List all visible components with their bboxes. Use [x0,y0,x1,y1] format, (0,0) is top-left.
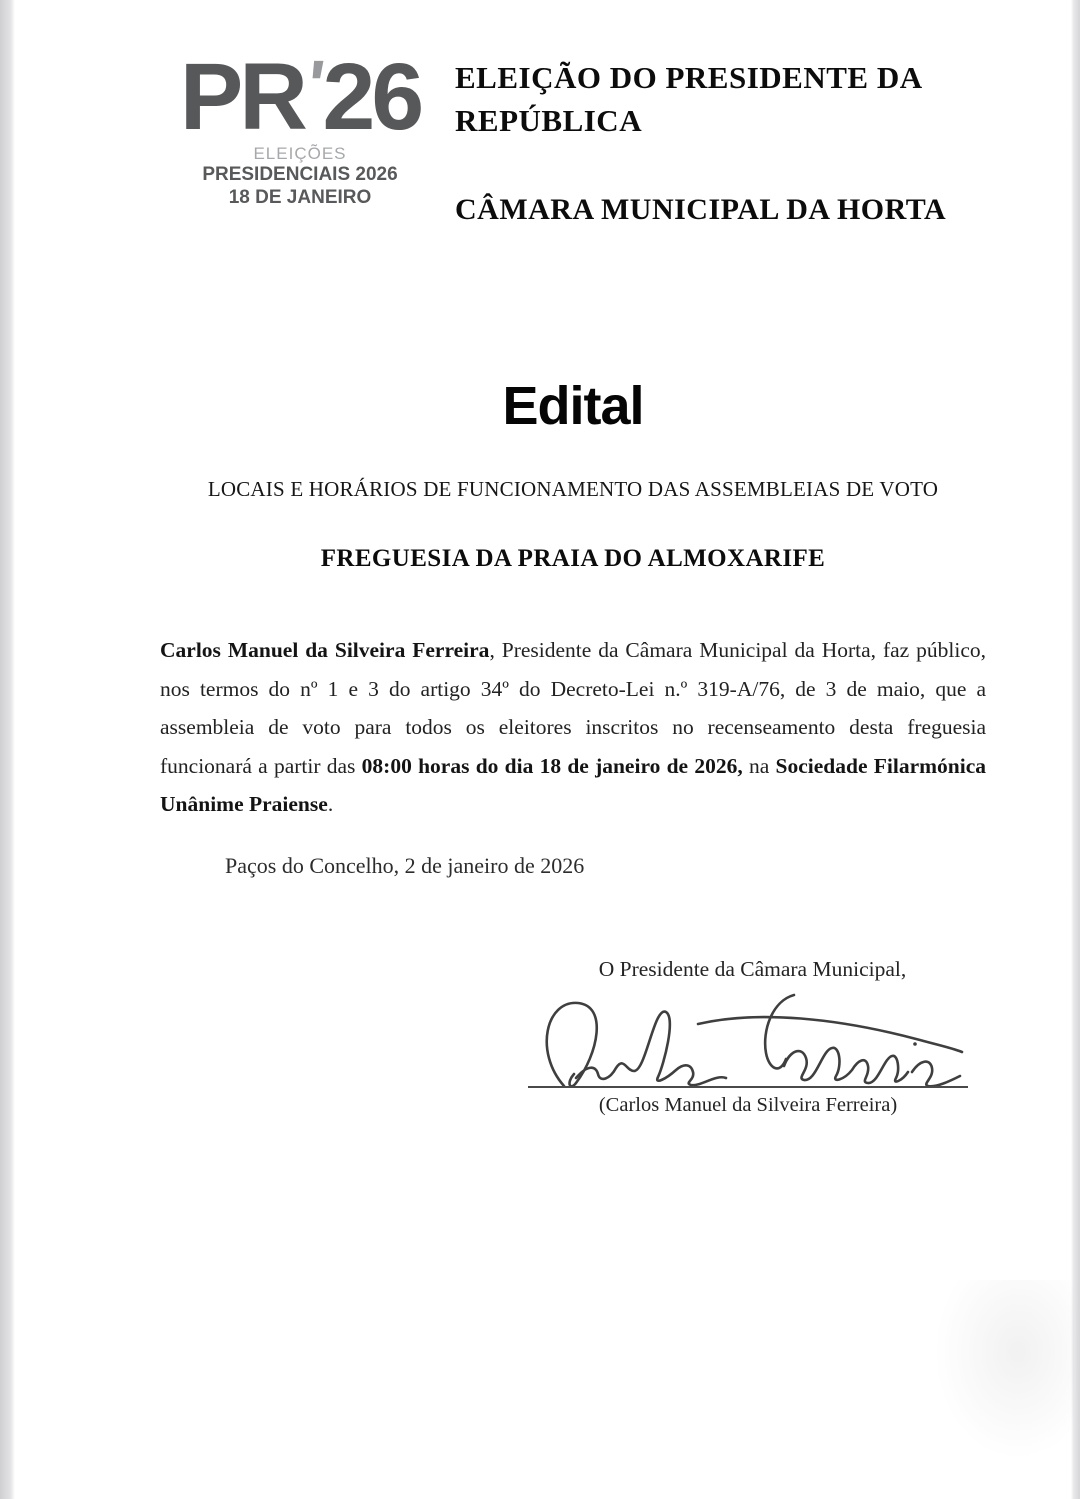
subtitle-locais-horarios: LOCAIS E HORÁRIOS DE FUNCIONAMENTO DAS ASSEMBLEIAS DE VOTO [207,477,939,501]
page-title: Edital [502,376,644,436]
municipality-title: CÂMARA MUNICIPAL DA HORTA [455,193,947,226]
logo-wordmark [170,44,430,150]
logo-apostrophe-mark: ' [301,46,327,124]
pr26-election-logo [170,44,430,209]
body-datetime-bold: 08:00 horas do dia 18 de janeiro de 2026, [361,753,743,778]
dateline: Paços do Concelho, 2 de janeiro de 2026 [225,853,585,878]
signature-rule-line [528,1086,968,1088]
scan-edge-left [0,0,15,1499]
scan-smudge [934,1280,1074,1460]
body-text-2: na [742,753,776,778]
election-title: ELEIÇÃO DO PRESIDENTE DA REPÚBLICA [455,60,921,139]
logo-year-text: 26 [322,44,421,150]
logo-subline-date: 18 DE JANEIRO [228,186,372,208]
logo-subline-presidenciais: PRESIDENCIAIS 2026 [202,164,398,186]
handwritten-signature [528,990,970,1090]
signature-role-line: O Presidente da Câmara Municipal, [598,957,907,981]
body-text-1: , Presidente da Câmara Municipal da Horta, faz público, nos termos do nº 1 e 3 do artigo 34º do Decreto-Lei n.º 319-A/76, de 3 de maio, que a assembleia de voto para todos os eleitores inscritos no recenseamento desta freguesia funcionará a partir das [160,638,986,778]
signature-stroke-f-crossbar [698,1017,962,1052]
signature-i-dot [913,1042,917,1046]
signature-stroke-carlos [547,1003,726,1086]
president-name-bold: Carlos Manuel da Silveira Ferreira [160,638,490,662]
body-paragraph [160,631,986,824]
signature-stroke-final-flourish [912,1062,960,1087]
body-venue-bold: Sociedade Filarmónica Unânime Praiense [160,753,987,816]
parish-heading: FREGUESIA DA PRAIA DO ALMOXARIFE [320,545,826,572]
scan-edge-right [1071,0,1080,1499]
body-text-3: . [327,792,334,816]
logo-subline-eleicoes: ELEIÇÕES [253,144,347,164]
logo-pr-text: PR [179,44,304,150]
signature-printed-name: (Carlos Manuel da Silveira Ferreira) [598,1094,898,1116]
signature-stroke-erreira [784,1048,908,1083]
